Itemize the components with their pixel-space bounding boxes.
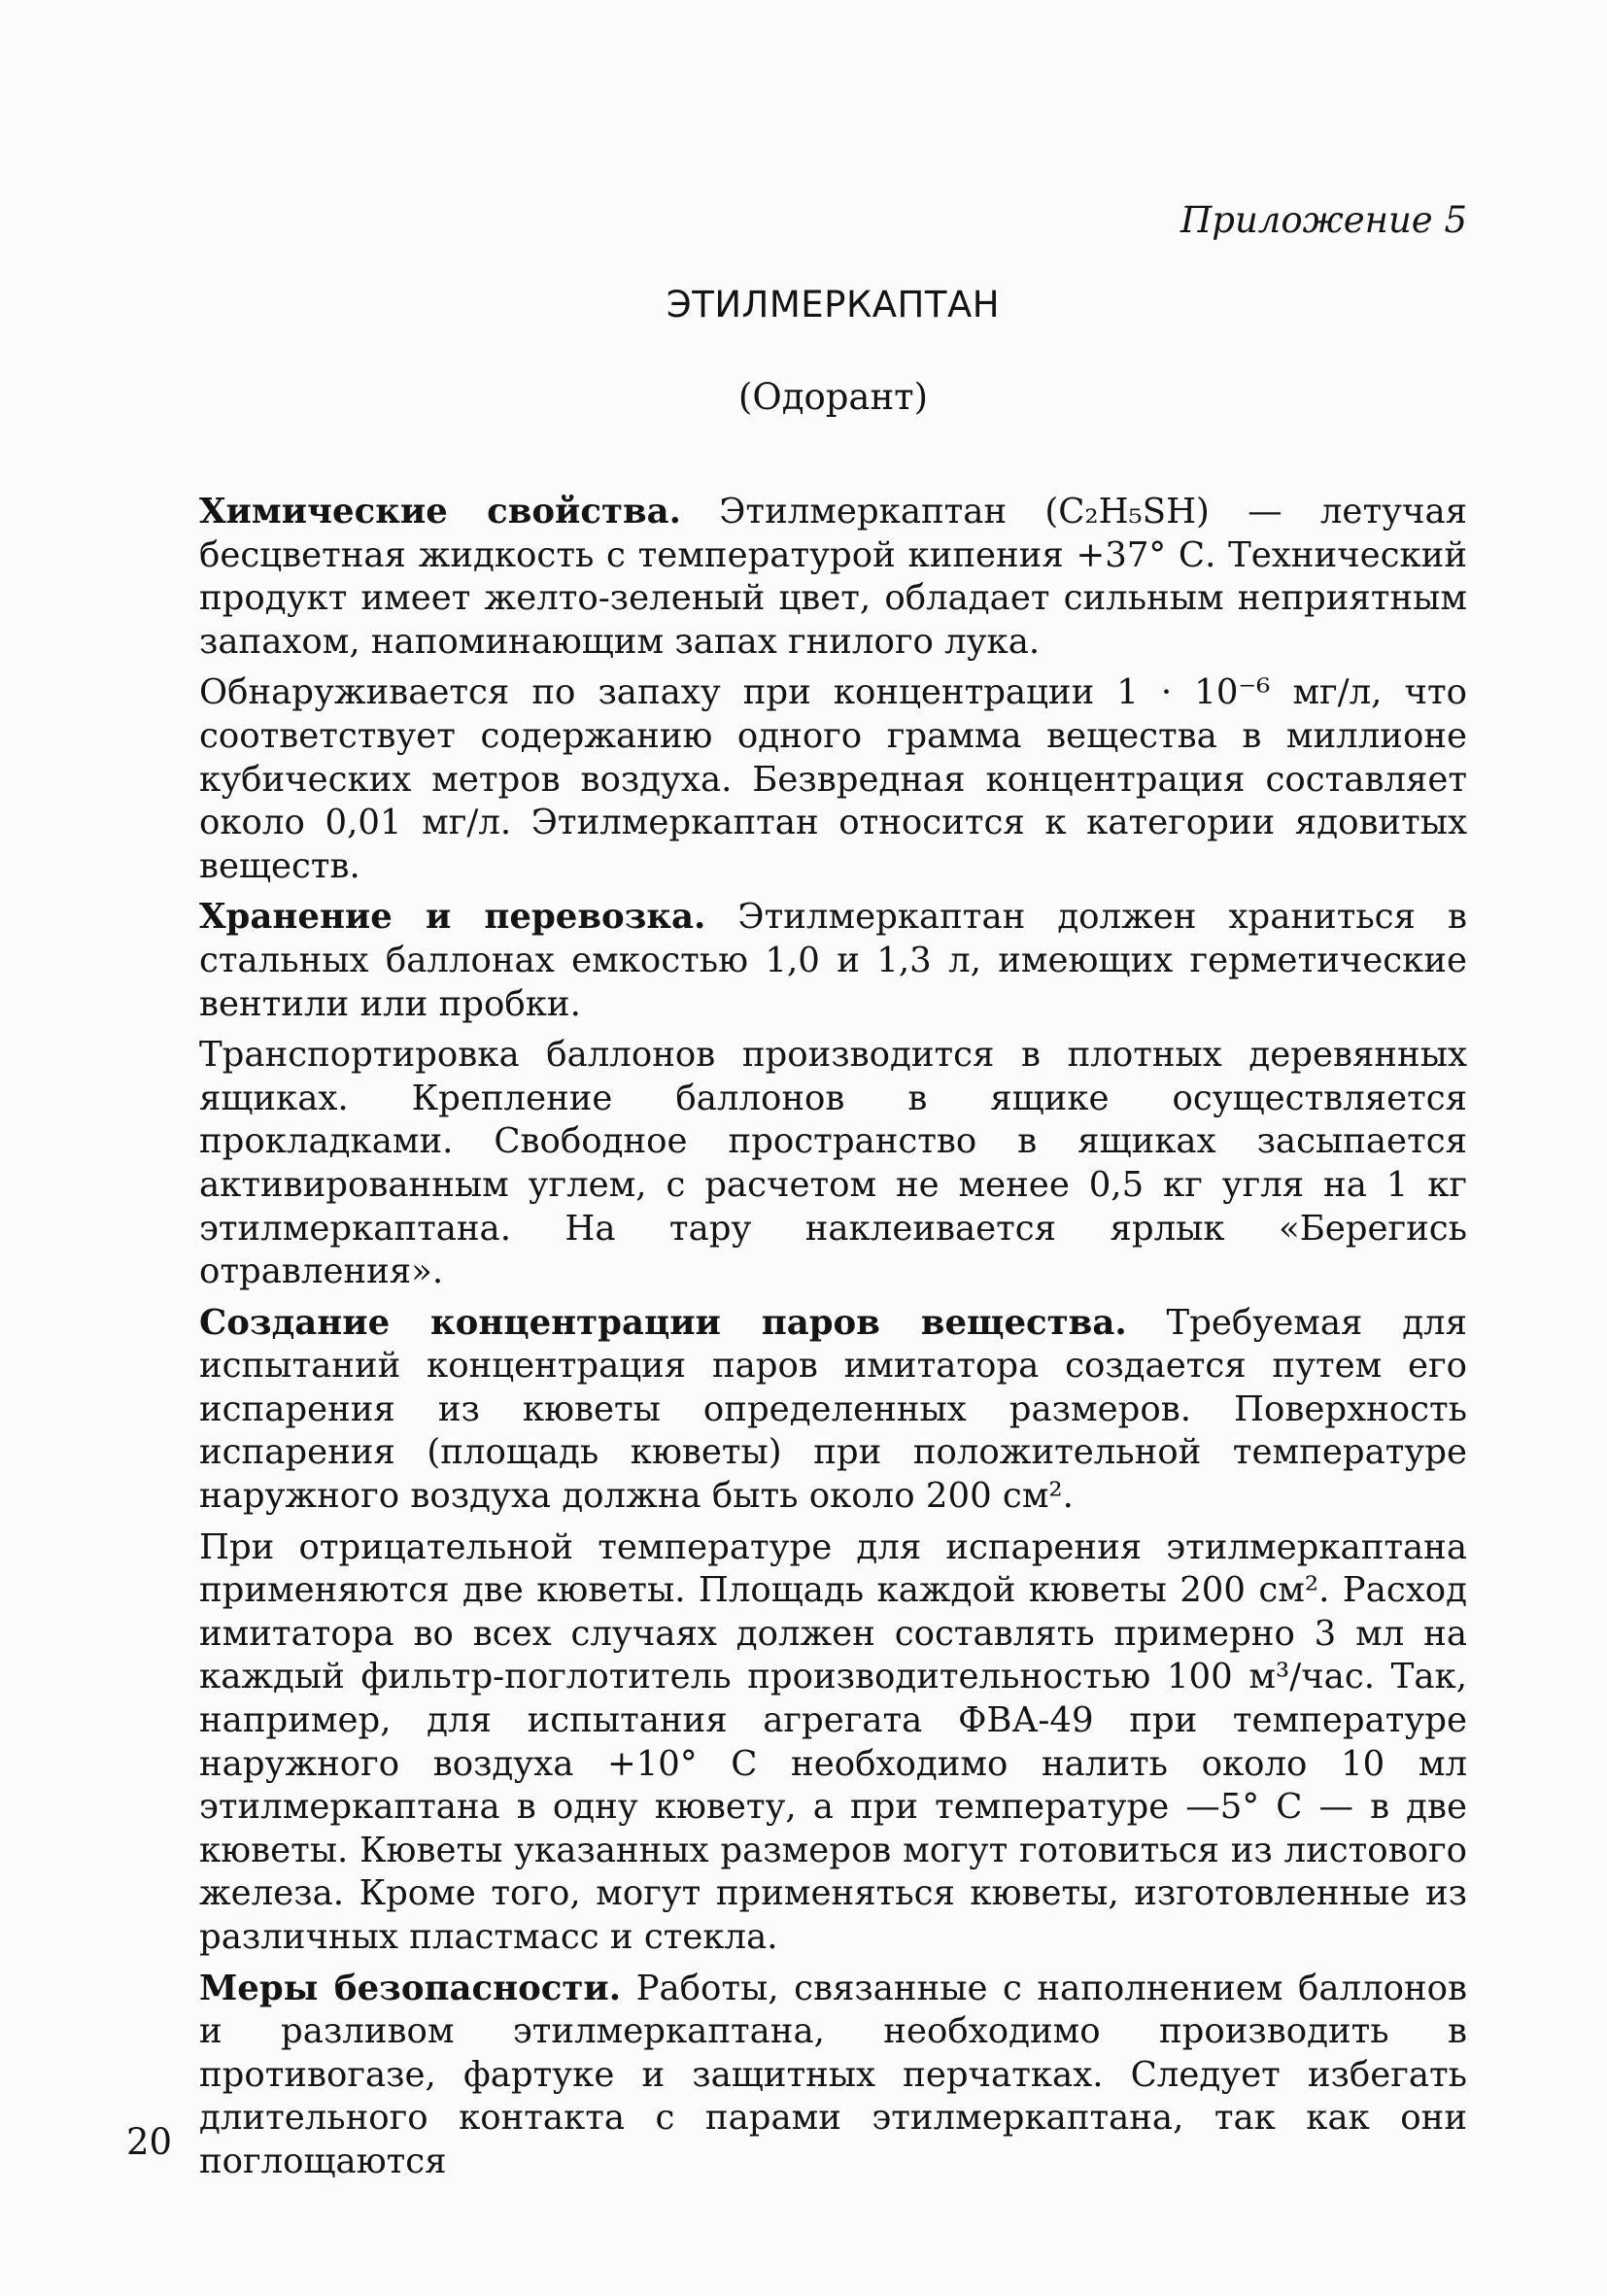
document-subtitle: (Одорант)	[737, 376, 929, 418]
page-number: 20	[126, 2121, 173, 2163]
paragraph-text: Работы, связанные с наполнением баллонов и разливом этилмеркаптана, необходимо производить в противогазе, фартуке и защитных перчатках. Следует избегать длительного контакта с парами этилмеркаптана, так как они поглощаются	[199, 1968, 1467, 2181]
paragraph-text: Этилмеркаптан должен храниться в стальных баллонах емкостью 1,0 и 1,3 л, имеющих герметические вентили или пробки.	[199, 897, 1467, 1024]
page	[126, 199, 1468, 2240]
paragraph-chemical-properties	[199, 491, 1467, 664]
paragraph-negative-temperature	[199, 1526, 1467, 1960]
paragraph-transport	[199, 1034, 1467, 1294]
paragraph-concentration	[199, 1302, 1467, 1519]
paragraph-storage	[199, 896, 1467, 1026]
section-heading: Меры безопасности.	[199, 1968, 622, 2008]
paragraph-safety	[199, 1968, 1467, 2184]
section-heading: Хранение и перевозка.	[199, 897, 706, 938]
section-heading: Химические свойства.	[199, 492, 682, 531]
paragraph-text: Обнаруживается по запаху при концентрации 1 · 10⁻⁶ мг/л, что соответствует содержанию одного грамма вещества в миллионе кубических метров воздуха. Безвредная концентрация составляет около 0,01 мг/л. Этилмеркаптан относится к категории ядовитых веществ.	[199, 672, 1467, 886]
paragraph-text: Транспортировка баллонов производится в плотных деревянных ящиках. Крепление баллонов в ящике осуществляется прокладками. Свободное пространство в ящиках засыпается активированным углем, с расчетом не менее 0,5 кг угля на 1 кг этилмеркаптана. На тару наклеивается ярлык «Берегись отравления».	[199, 1035, 1467, 1292]
body-text	[199, 491, 1467, 2192]
paragraph-text: Этилмеркаптан (C₂H₅SH) — летучая бесцветная жидкость с температурой кипения +37° С. Технический продукт имеет желто-зеленый цвет, обладает сильным неприятным запахом, напоминающим запах гнилого лука.	[199, 492, 1467, 662]
paragraph-detection	[199, 671, 1467, 888]
appendix-label: Приложение 5	[1180, 199, 1467, 241]
paragraph-text: Требуемая для испытаний концентрация паров имитатора создается путем его испарения из кюветы определенных размеров. Поверхность испарения (площадь кюветы) при положительной температуре наружного воздуха должна быть около 200 см².	[199, 1302, 1468, 1517]
paragraph-text: При отрицательной температуре для испарения этилмеркаптана применяются две кюветы. Площадь каждой кюветы 200 см². Расход имитатора во всех случаях должен составлять примерно 3 мл на каждый фильтр-поглотитель производительностью 100 м³/час. Так, например, для испытания агрегата ФВА-49 при температуре наружного воздуха +10° С необходимо налить около 10 мл этилмеркаптана в одну кювету, а при температуре —5° С — в две кюветы. Кюветы указанных размеров могут готовиться из листового железа. Кроме того, могут применяться кюветы, изготовленные из различных пластмасс и стекла.	[199, 1526, 1467, 1957]
document-title: ЭТИЛМЕРКАПТАН	[666, 284, 1001, 326]
section-heading: Создание концентрации паров вещества.	[199, 1302, 1127, 1343]
